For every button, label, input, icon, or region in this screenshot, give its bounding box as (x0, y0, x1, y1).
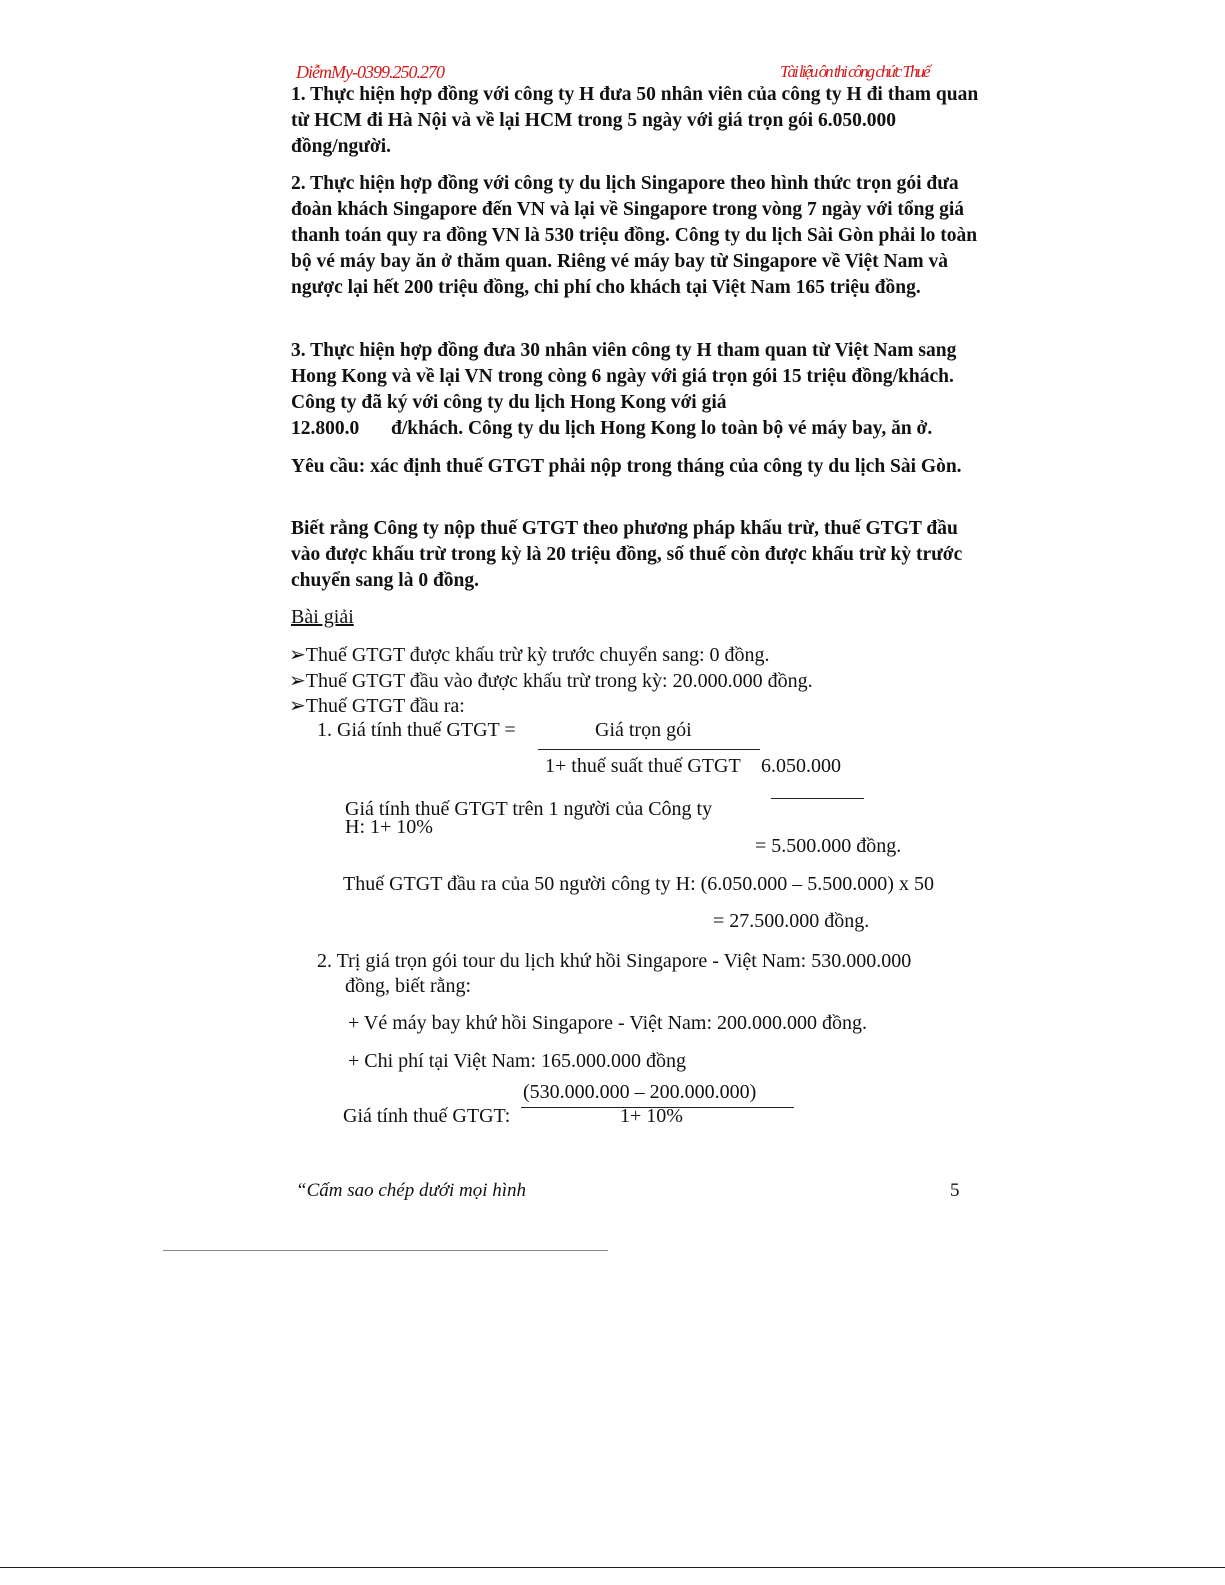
item1-fraction-bar (538, 749, 760, 750)
problem-item-1: 1. Thực hiện hợp đồng với công ty H đưa 50 nhân viên của công ty H đi tham quan từ HCM đi Hà Nội và về lại HCM trong 5 ngày với giá trọn gói 6.050.000 đồng/người. (291, 84, 979, 157)
item1-output-result: = 27.500.000 đồng. (713, 910, 870, 932)
item1-per-person-label: Giá tính thuế GTGT trên 1 người của Công ty (345, 798, 713, 820)
item1-label: 1. Giá tính thuế GTGT = (317, 719, 516, 741)
page-bottom-border (0, 1567, 1225, 1568)
item1-price-bar (771, 798, 864, 799)
item1-price: 6.050.000 (761, 755, 841, 777)
item1-numerator: Giá trọn gói (595, 719, 692, 741)
item2-label: Giá tính thuế GTGT: (343, 1105, 511, 1127)
problem-known-facts: Biết rằng Công ty nộp thuế GTGT theo phương pháp khấu trừ, thuế GTGT đầu vào được khấu trừ trong kỳ là 20 triệu đồng, số thuế còn được khấu trừ kỳ trước chuyển sang là 0 đồng. (291, 518, 963, 591)
footer-copyright: “Cấm sao chép dưới mọi hình (296, 1180, 527, 1201)
problem-request: Yêu cầu: xác định thuế GTGT phải nộp trong tháng của công ty du lịch Sài Gòn. (291, 456, 962, 477)
bullet-deductible-previous: ➢Thuế GTGT được khấu trừ kỳ trước chuyển sang: 0 đồng. (289, 644, 770, 666)
header-author: DiễmMy-0399.250.270 (296, 62, 444, 82)
problem-item-3 (291, 338, 981, 442)
problem-item-2: 2. Thực hiện hợp đồng với công ty du lịch Singapore theo hình thức trọn gói đưa đoàn khách Singapore đến VN và lại về Singapore trong vòng 7 ngày với tổng giá thanh toán quy ra đồng VN là 530 triệu đồng. Công ty du lịch Sài Gòn phải lo toàn bộ vé máy bay ăn ở thăm quan. Riêng vé máy bay từ Singapore về Việt Nam và ngược lại hết 200 triệu đồng, chi phí cho khách tại Việt Nam 165 triệu đồng. (291, 173, 978, 298)
item1-per-person-divisor: H: 1+ 10% (345, 816, 433, 838)
item2-line2: đồng, biết rằng: (345, 975, 472, 997)
item2-denominator: 1+ 10% (620, 1105, 683, 1127)
problem-item-3-amount: 12.800.0 (291, 418, 360, 439)
item2-flight-cost: + Vé máy bay khứ hồi Singapore - Việt Nam: 200.000.000 đồng. (348, 1012, 868, 1034)
item1-denominator: 1+ thuế suất thuế GTGT (545, 755, 741, 777)
item2-local-cost: + Chi phí tại Việt Nam: 165.000.000 đồng (348, 1050, 687, 1072)
item1-output-tax: Thuế GTGT đầu ra của 50 người công ty H: (6.050.000 – 5.500.000) x 50 (343, 873, 934, 895)
problem-item-3-tail: đ/khách. Công ty du lịch Hong Kong lo toàn bộ vé máy bay, ăn ở. (391, 418, 933, 439)
item2-numerator: (530.000.000 – 200.000.000) (523, 1081, 757, 1103)
header-title: Tài liệu ôn thi công chức Thuế (780, 62, 929, 81)
solution-title: Bài giải (291, 606, 354, 628)
footer-divider (163, 1250, 608, 1251)
bullet-output-tax: ➢Thuế GTGT đầu ra: (289, 695, 465, 717)
item1-result: = 5.500.000 đồng. (755, 835, 902, 857)
page-number: 5 (950, 1180, 960, 1201)
item2-line1: 2. Trị giá trọn gói tour du lịch khứ hồi Singapore - Việt Nam: 530.000.000 (317, 950, 912, 972)
bullet-input-tax: ➢Thuế GTGT đầu vào được khấu trừ trong kỳ: 20.000.000 đồng. (289, 670, 813, 692)
problem-item-3-text: 3. Thực hiện hợp đồng đưa 30 nhân viên công ty H tham quan từ Việt Nam sang Hong Kong và về lại VN trong còng 6 ngày với giá trọn gói 15 triệu đồng/khách. Công ty đã ký với công ty du lịch Hong Kong với giá (291, 340, 957, 413)
